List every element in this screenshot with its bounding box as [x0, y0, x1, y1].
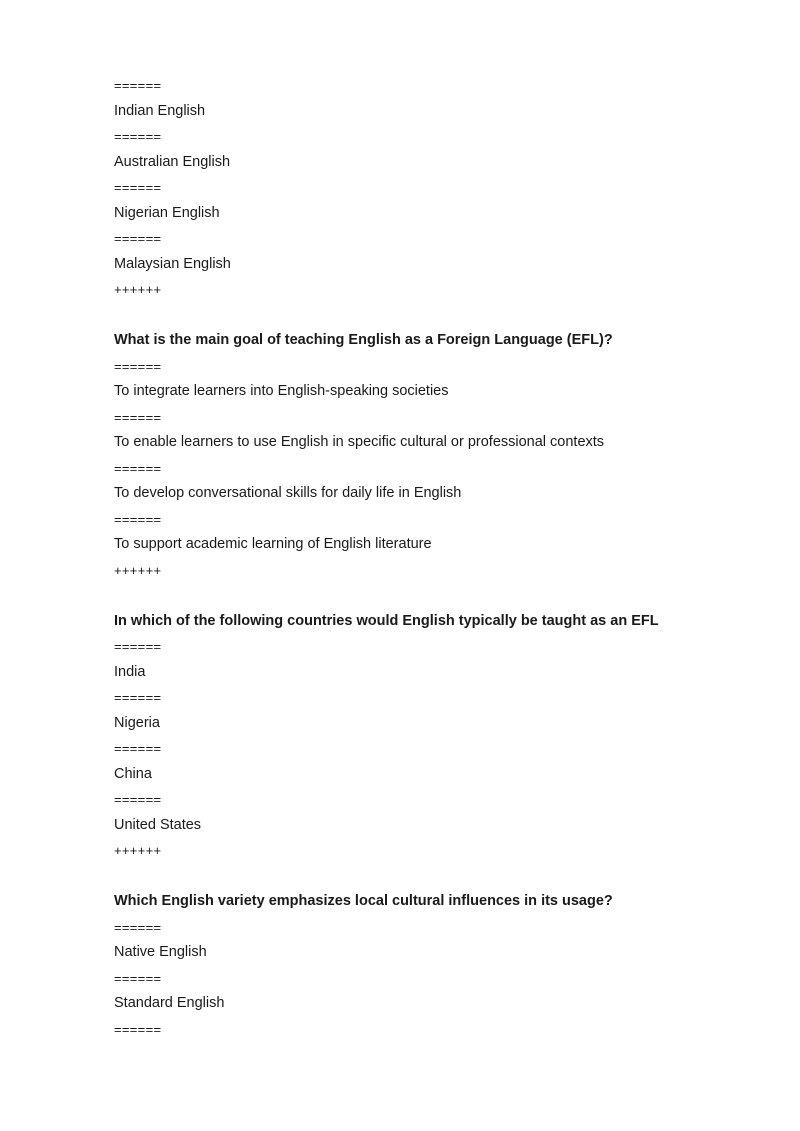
option-separator: ======	[114, 792, 162, 807]
option-separator: ======	[114, 970, 162, 986]
option-text: To develop conversational skills for daily life in English	[114, 485, 462, 501]
end-marker: ++++++	[114, 843, 162, 858]
option-text: To integrate learners into English-speaking societies	[114, 383, 449, 399]
option-text: Standard English	[114, 995, 225, 1011]
option-separator: ======	[114, 460, 162, 476]
option-text: Nigeria	[114, 714, 160, 731]
option-separator: ======	[114, 358, 162, 374]
option-text: To support academic learning of English literature	[114, 536, 432, 552]
option-separator: ======	[114, 919, 162, 935]
block-gap	[114, 864, 754, 890]
question-text: What is the main goal of teaching English as a Foreign Language (EFL)?	[114, 332, 613, 348]
option-separator: ======	[114, 690, 162, 705]
option-text: Native English	[114, 944, 207, 960]
option-text: Australian English	[114, 153, 231, 170]
option-separator: ======	[114, 231, 162, 246]
option-text: China	[114, 765, 152, 782]
option-separator: ======	[114, 639, 162, 654]
question-text: In which of the following countries would English typically be taught as an EFL	[114, 612, 659, 629]
option-separator: ======	[114, 129, 162, 144]
end-marker: ++++++	[114, 282, 162, 297]
option-text: To enable learners to use English in specific cultural or professional contexts	[114, 434, 605, 450]
option-text: Indian English	[114, 102, 206, 119]
option-separator: ======	[114, 180, 162, 195]
end-marker: ++++++	[114, 562, 162, 578]
block-gap	[114, 303, 754, 329]
option-separator: ======	[114, 409, 162, 425]
option-text: Malaysian English	[114, 255, 231, 272]
option-separator: ======	[114, 78, 162, 93]
option-separator: ======	[114, 511, 162, 527]
block-gap	[114, 583, 754, 609]
option-text: India	[114, 663, 146, 680]
document-page	[114, 73, 754, 1042]
option-text: Nigerian English	[114, 204, 220, 221]
question-text: Which English variety emphasizes local cultural influences in its usage?	[114, 893, 613, 909]
option-text: United States	[114, 816, 202, 833]
option-separator: ======	[114, 741, 162, 756]
option-separator: ======	[114, 1021, 162, 1037]
